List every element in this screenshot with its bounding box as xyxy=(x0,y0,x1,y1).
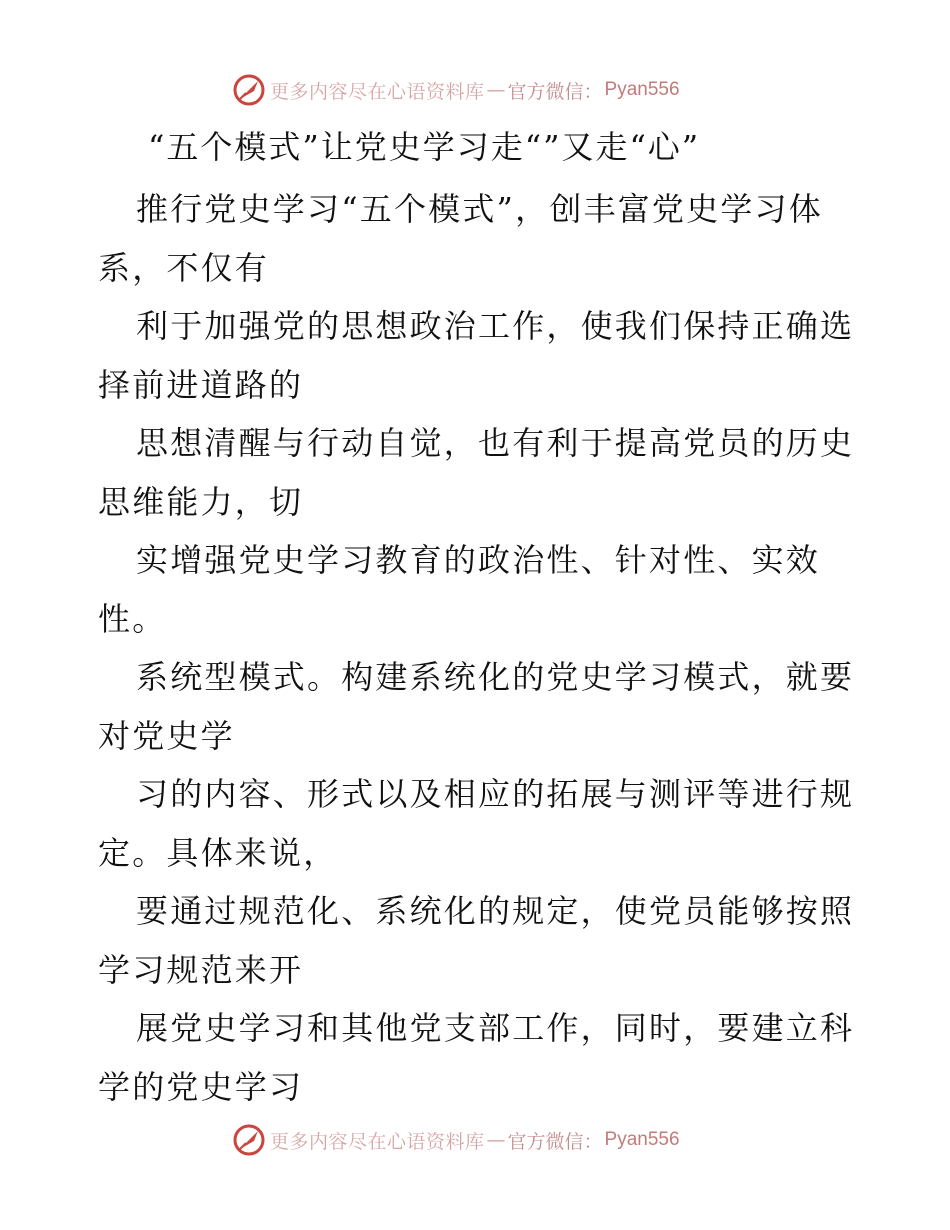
text-line: 推行党史学习“五个模式”，创丰富党史学习体 xyxy=(136,190,823,228)
banner-wechat-label: 官方微信： xyxy=(507,1130,603,1153)
banner-wechat-id: Pyan556 xyxy=(604,1129,680,1150)
text-line: 择前进道路的 xyxy=(98,365,304,404)
banner-wechat-label: 官方微信： xyxy=(507,80,603,103)
text-line: 习的内容、形式以及相应的拓展与测评等进行规 xyxy=(136,775,855,813)
banner-dash: — xyxy=(486,79,506,101)
text-line: 系，不仅有 xyxy=(98,248,270,287)
text-line: 系统型模式。构建系统化的党史学习模式，就要 xyxy=(136,658,855,696)
banner-site-name: 更多内容尽在心语资料库 xyxy=(270,80,485,103)
banner-dash: — xyxy=(486,1129,506,1151)
document-title: “五个模式”让党史学习走“”又走“心” xyxy=(148,128,701,166)
footer-banner xyxy=(232,1122,732,1158)
text-line: 展党史学习和其他党支部工作，同时，要建立科 xyxy=(136,1009,855,1047)
banner-site-name: 更多内容尽在心语资料库 xyxy=(270,1130,485,1153)
text-line: 学的党史学习 xyxy=(98,1067,304,1106)
quill-logo-icon xyxy=(232,1123,266,1157)
text-line: 利于加强党的思想政治工作，使我们保持正确选 xyxy=(136,307,855,345)
text-line: 性。 xyxy=(98,599,167,638)
text-line: 思想清醒与行动自觉，也有利于提高党员的历史 xyxy=(136,424,855,462)
text-line: 对党史学 xyxy=(98,716,235,755)
text-line: 定。具体来说， xyxy=(98,833,338,872)
quill-logo-icon xyxy=(232,73,266,107)
document-body xyxy=(98,180,868,1116)
text-line: 思维能力，切 xyxy=(98,482,304,521)
banner-wechat-id: Pyan556 xyxy=(604,79,680,100)
text-line: 要通过规范化、系统化的规定，使党员能够按照 xyxy=(136,892,855,930)
text-line: 学习规范来开 xyxy=(98,950,304,989)
text-line: 实增强党史学习教育的政治性、针对性、实效 xyxy=(136,541,821,579)
header-banner xyxy=(232,72,732,108)
